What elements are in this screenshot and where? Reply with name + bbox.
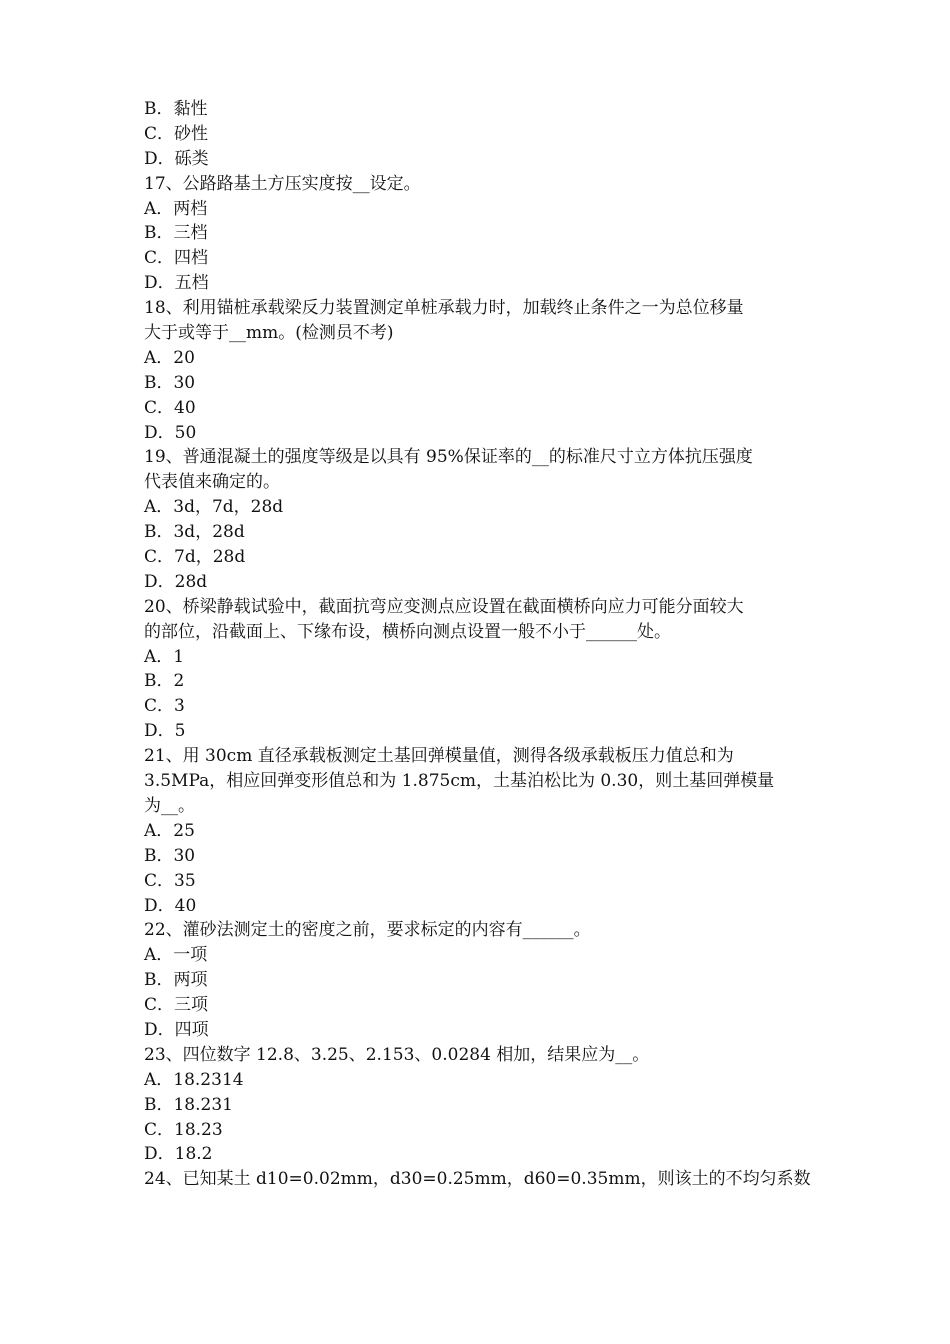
question-20: 20、桥梁静载试验中，截面抗弯应变测点应设置在截面横桥向应力可能分面较大 <box>144 596 744 617</box>
document-page <box>144 97 814 1192</box>
option-line: D．50 <box>144 422 197 443</box>
option-line: B．黏性 <box>144 99 208 119</box>
option-line: B．两项 <box>144 970 208 991</box>
option-line: C．35 <box>144 870 196 891</box>
question-20-cont: 的部位，沿截面上、下缘布设，横桥向测点设置一般不小于______处。 <box>144 621 671 642</box>
option-line: B．三档 <box>144 223 208 244</box>
option-line: C．7d，28d <box>144 547 246 568</box>
option-line: A．20 <box>144 347 195 368</box>
question-24: 24、已知某土 d10=0.02mm，d30=0.25mm，d60=0.35mm，则该土的不均匀系数 <box>144 1169 811 1190</box>
question-21: 21、用 30cm 直径承载板测定土基回弹模量值，测得各级承载板压力值总和为 <box>144 746 734 767</box>
option-line: D．40 <box>144 895 197 916</box>
question-21-cont: 为__。 <box>144 795 195 816</box>
option-line: B．3d，28d <box>144 522 245 543</box>
question-18: 18、利用锚桩承载梁反力装置测定单桩承载力时，加载终止条件之一为总位移量 <box>144 298 744 319</box>
option-line: D．5 <box>144 721 186 742</box>
option-line: D．18.2 <box>144 1144 213 1165</box>
question-21-cont: 3.5MPa，相应回弹变形值总和为 1.875cm，土基泊松比为 0.30，则土基回弹模量 <box>144 771 775 792</box>
option-line: C．砂性 <box>144 123 209 144</box>
question-17: 17、公路路基土方压实度按__设定。 <box>144 173 421 194</box>
option-line: B．18.231 <box>144 1094 233 1115</box>
option-line: B．30 <box>144 845 196 866</box>
option-line: A．一项 <box>144 945 208 966</box>
option-line: D．砾类 <box>144 148 209 169</box>
question-22: 22、灌砂法测定土的密度之前，要求标定的内容有______。 <box>144 920 591 941</box>
option-line: A．1 <box>144 646 185 667</box>
question-18-cont: 大于或等于__mm。(检测员不考) <box>144 323 394 344</box>
option-line: D．四项 <box>144 1019 209 1040</box>
question-23: 23、四位数字 12.8、3.25、2.153、0.0284 相加，结果应为__。 <box>144 1044 650 1065</box>
option-line: A．3d，7d，28d <box>144 497 284 518</box>
option-line: D．28d <box>144 571 208 592</box>
option-line: C．四档 <box>144 248 209 269</box>
option-line: D．五档 <box>144 273 209 294</box>
option-line: C．18.23 <box>144 1119 223 1140</box>
question-19-cont: 代表值来确定的。 <box>144 472 280 493</box>
option-line: C．3 <box>144 696 185 717</box>
option-line: C．三项 <box>144 995 209 1016</box>
option-line: A．25 <box>144 820 195 841</box>
option-line: C．40 <box>144 397 196 418</box>
option-line: A．两档 <box>144 198 208 219</box>
option-line: B．2 <box>144 671 185 692</box>
option-line: B．30 <box>144 372 196 393</box>
option-line: A．18.2314 <box>144 1069 244 1090</box>
question-19: 19、普通混凝土的强度等级是以具有 95%保证率的__的标准尺寸立方体抗压强度 <box>144 447 753 468</box>
